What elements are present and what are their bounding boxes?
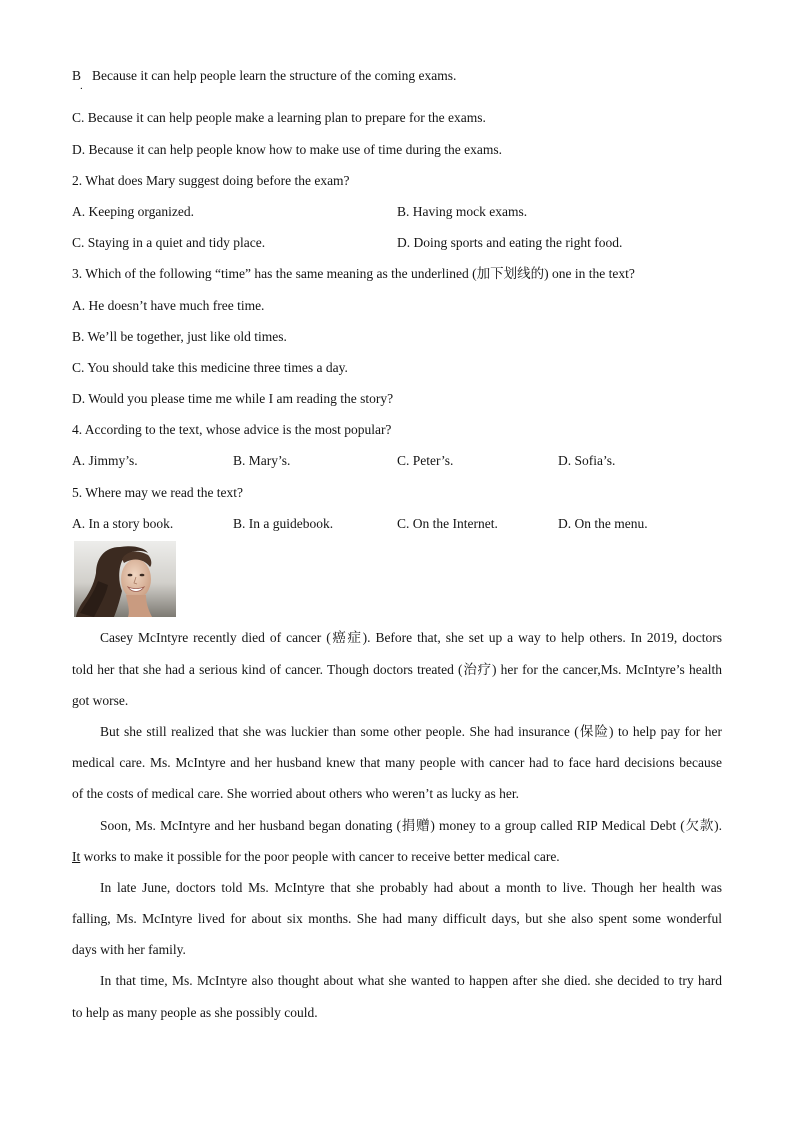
q2-option-b: B. Having mock exams. <box>397 203 528 219</box>
q1-option-b-label: B <box>72 68 82 84</box>
q1-option-b <box>72 60 722 91</box>
paragraph-line: Casey McIntyre recently died of cancer (癌症). Before that, she set up a way to help others. In 2019, doctors <box>100 630 722 646</box>
q2-option-c: C. Staying in a quiet and tidy place. <box>72 235 266 251</box>
q3-option-c-row <box>72 352 722 383</box>
paragraph-line: In that time, Ms. McIntyre also thought about what she wanted to happen after she died. she decided to try hard <box>100 973 722 989</box>
q2-option-d: D. Doing sports and eating the right food. <box>397 235 623 251</box>
q4-stem <box>72 414 722 445</box>
q1-option-b-text: Because it can help people learn the structure of the coming exams. <box>92 68 457 84</box>
q3-option-d-row <box>72 383 722 414</box>
paragraph-line: days with her family. <box>72 942 186 958</box>
q1-option-c <box>72 102 722 133</box>
q3-option-c: C. You should take this medicine three times a day. <box>72 359 348 375</box>
q3-stem <box>72 258 722 289</box>
right-eye <box>140 574 145 577</box>
paragraph-1 <box>72 622 722 716</box>
q1-option-b-dot-mark: . <box>80 80 83 92</box>
paragraph-line: to help as many people as she possibly could. <box>72 1004 318 1020</box>
paragraph-line: of the costs of medical care. She worried about others who weren’t as lucky as her. <box>72 786 519 802</box>
paragraph-line: falling, Ms. McIntyre lived for about six months. She had many difficult days, but she also spent some wonderful <box>72 911 722 927</box>
q5-option-c: C. On the Internet. <box>397 515 498 531</box>
q3-option-a: A. He doesn’t have much free time. <box>72 297 265 313</box>
face <box>121 559 151 599</box>
q2-options-row-1 <box>72 196 722 227</box>
q5-option-d: D. On the menu. <box>558 515 648 531</box>
underlined-word-it: It <box>72 848 81 864</box>
reading-passage <box>72 622 722 1027</box>
q4-option-b: B. Mary’s. <box>233 453 291 469</box>
q2-options-row-2 <box>72 227 722 258</box>
paragraph-line <box>72 841 722 872</box>
q1-option-d-text: D. Because it can help people know how to make use of time during the exams. <box>72 141 503 157</box>
questions-block <box>72 102 722 539</box>
q1-option-d <box>72 134 722 165</box>
q5-options-row <box>72 508 722 539</box>
q4-option-a: A. Jimmy’s. <box>72 453 138 469</box>
paragraph-line: But she still realized that she was luckier than some other people. She had insurance (保险) to help pay for her <box>100 723 722 739</box>
q2-stem <box>72 165 722 196</box>
q4-stem-text: 4. According to the text, whose advice is the most popular? <box>72 422 392 438</box>
paragraph-line-rest: works to make it possible for the poor people with cancer to receive better medical care. <box>80 848 560 864</box>
q4-option-c: C. Peter’s. <box>397 453 454 469</box>
q3-option-b: B. We’ll be together, just like old times. <box>72 328 287 344</box>
paragraph-2 <box>72 716 722 810</box>
q5-option-b: B. In a guidebook. <box>233 515 334 531</box>
paragraph-4 <box>72 872 722 966</box>
q4-option-d: D. Sofia’s. <box>558 453 616 469</box>
paragraph-line: told her that she had a serious kind of cancer. Though doctors treated (治疗) her for the cancer,Ms. McIntyre’s health <box>72 661 722 677</box>
left-eye <box>128 574 133 577</box>
q2-option-a: A. Keeping organized. <box>72 203 194 219</box>
q3-option-b-row <box>72 321 722 352</box>
paragraph-5 <box>72 965 722 1027</box>
q4-options-row <box>72 445 722 476</box>
paragraph-line: medical care. Ms. McIntyre and her husband knew that many people with cancer had to face hard decisions because <box>72 755 722 771</box>
paragraph-line: In late June, doctors told Ms. McIntyre that she probably had about a month to live. Though her health was <box>100 879 722 895</box>
q5-option-a: A. In a story book. <box>72 515 174 531</box>
q1-option-c-text: C. Because it can help people make a learning plan to prepare for the exams. <box>72 110 486 126</box>
paragraph-line: Soon, Ms. McIntyre and her husband began donating (捐赠) money to a group called RIP Medical Debt (欠款). <box>100 817 722 833</box>
portrait-photo <box>74 541 176 617</box>
portrait-photo-image <box>74 541 176 617</box>
paragraph-3 <box>72 810 722 872</box>
q2-stem-text: 2. What does Mary suggest doing before the exam? <box>72 172 350 188</box>
paragraph-line: got worse. <box>72 692 129 708</box>
q3-option-d: D. Would you please time me while I am reading the story? <box>72 391 394 407</box>
q3-stem-text: 3. Which of the following “time” has the same meaning as the underlined (加下划线的) one in the text? <box>72 266 635 282</box>
q5-stem <box>72 477 722 508</box>
q3-option-a-row <box>72 290 722 321</box>
q5-stem-text: 5. Where may we read the text? <box>72 484 244 500</box>
